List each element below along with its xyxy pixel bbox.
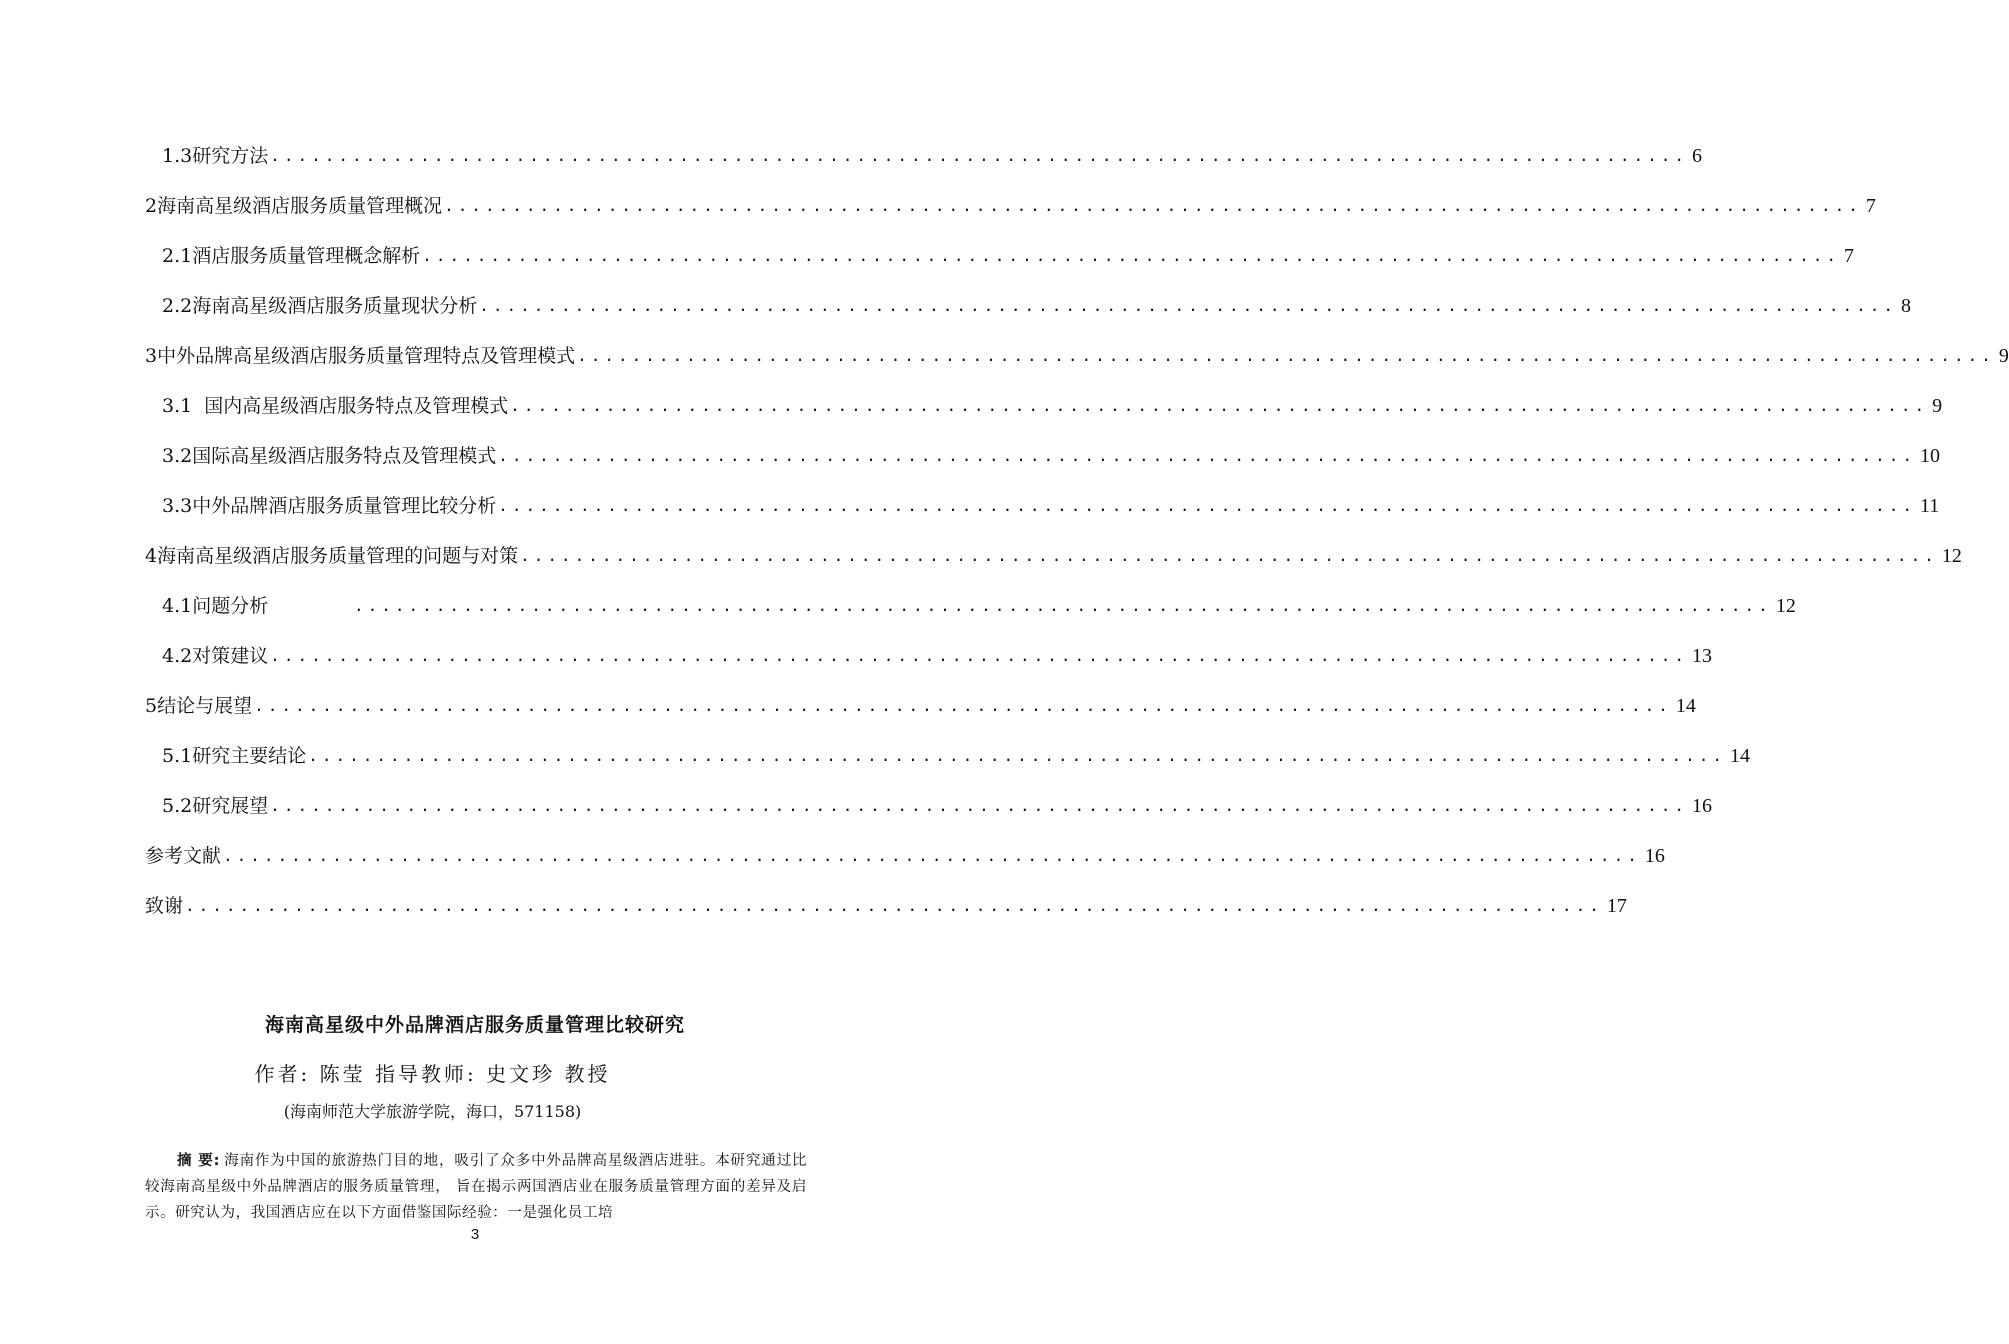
toc-entry-3-1[interactable] [162, 388, 1943, 418]
toc-dot-leader: ........................................................................................................ [510, 396, 1929, 415]
toc-page-number: 11 [1920, 495, 1940, 517]
toc-entry-title: 1.3研究方法 [162, 145, 269, 167]
toc-page-number: 9 [1932, 395, 1943, 417]
author-line: 作者: 陈莹 指导教师: 史文珍 教授 [254, 1062, 611, 1086]
toc-dot-leader: ........................................................................................................ [270, 646, 1689, 665]
toc-page-number: 8 [1901, 295, 1912, 317]
toc-dot-leader: ........................................................................................................ [185, 896, 1603, 915]
toc-entry-title: 3.3中外品牌酒店服务质量管理比较分析 [162, 495, 497, 517]
toc-page-number: 16 [1692, 795, 1713, 817]
toc-dot-leader: ........................................................................................................ [520, 546, 1938, 565]
toc-entry-2-2[interactable] [162, 288, 1912, 318]
toc-entry-title: 4海南高星级酒店服务质量管理的问题与对策 [145, 545, 519, 567]
toc-entry-title: 3.1 国内高星级酒店服务特点及管理模式 [162, 395, 509, 417]
toc-entry-5-2[interactable] [162, 788, 1713, 818]
toc-dot-leader: ........................................................................................................ [498, 446, 1917, 465]
toc-entry-title: 5结论与展望 [145, 695, 253, 717]
toc-page-number: 16 [1644, 845, 1665, 867]
toc-dot-leader: ........................................................................................................ [354, 596, 1772, 615]
paper-title: 海南高星级中外品牌酒店服务质量管理比较研究 [264, 1014, 685, 1036]
toc-entry-2-1[interactable] [162, 238, 1855, 268]
toc-dot-leader: ........................................................................................................ [479, 296, 1898, 315]
toc-entry-1-3[interactable] [162, 138, 1703, 168]
toc-dot-leader: ........................................................................................................ [444, 196, 1862, 215]
toc-dot-leader: ........................................................................................................ [270, 796, 1689, 815]
toc-page-number: 7 [1844, 245, 1855, 267]
toc-entry-3[interactable] [145, 338, 2009, 368]
abstract [145, 1148, 807, 1226]
toc-entry-title: 参考文献 [145, 845, 222, 867]
toc-page-number: 13 [1692, 645, 1713, 667]
toc-page-number: 6 [1692, 145, 1703, 167]
toc-page-number: 10 [1920, 445, 1941, 467]
toc-entry-title: 2.2海南高星级酒店服务质量现状分析 [162, 295, 478, 317]
toc-dot-leader: ........................................................................................................ [422, 246, 1841, 265]
toc-entry-title: 2海南高星级酒店服务质量管理概况 [145, 195, 443, 217]
toc-entry-4-1[interactable] [162, 588, 1796, 618]
toc-entry-4-2[interactable] [162, 638, 1713, 668]
toc-page-number: 14 [1675, 695, 1696, 717]
toc-entry-title: 4.1问题分析 [162, 595, 269, 617]
toc-dot-leader: ........................................................................................................ [577, 346, 1995, 365]
toc-entry-5[interactable] [145, 688, 1696, 718]
page-number: 3 [470, 1226, 480, 1243]
toc-entry-title: 4.2对策建议 [162, 645, 269, 667]
toc-entry-3-2[interactable] [162, 438, 1941, 468]
toc-entry-5-1[interactable] [162, 738, 1751, 768]
toc-entry-title: 5.1研究主要结论 [162, 745, 307, 767]
toc-entry-title: 2.1酒店服务质量管理概念解析 [162, 245, 421, 267]
toc-entry-4[interactable] [145, 538, 1962, 568]
abstract-label: 摘 要: [177, 1153, 220, 1169]
toc-dot-leader: ........................................................................................................ [308, 746, 1727, 765]
toc-dot-leader: ........................................................................................................ [270, 146, 1689, 165]
toc-entry-title: 3中外品牌高星级酒店服务质量管理特点及管理模式 [145, 345, 576, 367]
toc-entry-references[interactable] [145, 838, 1665, 868]
toc-entry-3-3[interactable] [162, 488, 1940, 518]
abstract-text: 海南作为中国的旅游热门目的地，吸引了众多中外品牌高星级酒店进驻。本研究通过比较海南高星级中外品牌酒店的服务质量管理， 旨在揭示两国酒店业在服务质量管理方面的差异及启示。研究认为，我国酒店应在以下方面借鉴国际经验：一是强化员工培 [145, 1153, 808, 1221]
toc-dot-leader: ........................................................................................................ [223, 846, 1641, 865]
toc-entry-title: 3.2国际高星级酒店服务特点及管理模式 [162, 445, 497, 467]
toc-page-number: 12 [1941, 545, 1962, 567]
toc-entry-2[interactable] [145, 188, 1876, 218]
toc-page-number: 7 [1865, 195, 1876, 217]
toc-page-number: 17 [1606, 895, 1627, 917]
toc-page-number: 12 [1775, 595, 1796, 617]
toc-page-number: 14 [1730, 745, 1751, 767]
toc-entry-title: 5.2研究展望 [162, 795, 269, 817]
affiliation: (海南师范大学旅游学院，海口，571158) [283, 1102, 582, 1121]
toc-entry-title: 致谢 [145, 895, 184, 917]
toc-page-number: 9 [1998, 345, 2009, 367]
toc-entry-acknowledgements[interactable] [145, 888, 1627, 918]
toc-dot-leader: ........................................................................................................ [498, 496, 1917, 515]
toc-dot-leader: ........................................................................................................ [254, 696, 1672, 715]
